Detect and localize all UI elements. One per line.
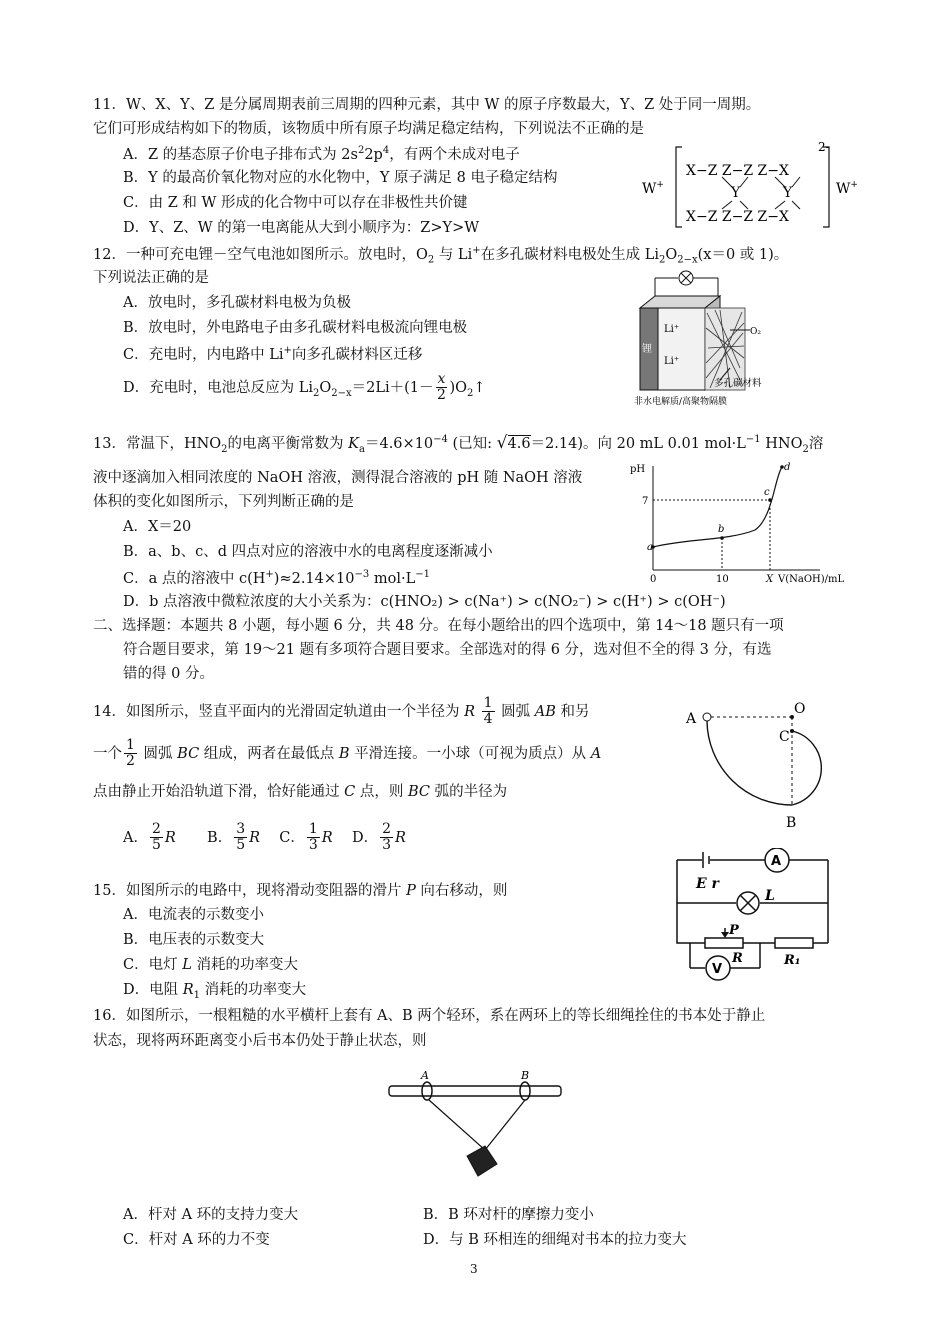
q14-stem-d: 一个 xyxy=(93,745,122,762)
q16-option-a: A．杆对 A 环的支持力变大 xyxy=(123,1207,299,1223)
q12-stem-e: (x＝0 或 1)。 xyxy=(697,246,789,263)
q15-stem-a: 15．如图所示的电路中，现将滑动变阻器的滑片 xyxy=(93,883,407,899)
q15-ammeter-label: A xyxy=(771,854,782,869)
q15-option-c xyxy=(123,957,298,974)
q13-x10: 10 xyxy=(716,574,729,585)
q14-option-a-label: A． xyxy=(123,829,148,846)
q13-stem-g: 溶 xyxy=(808,436,824,452)
q14-fig-c: C xyxy=(779,729,790,745)
section2-line1: 二、选择题：本题共 8 小题，每小题 6 分，共 48 分。在每小题给出的四个选项中，第 14～18 题只有一项 xyxy=(93,618,784,634)
q13-stem-c: ＝4.6×10 xyxy=(364,436,434,452)
q14-bc2: BC xyxy=(407,784,430,800)
q14-stem-e: 圆弧 xyxy=(138,745,178,762)
q13-stem-a: 13．常温下，HNO xyxy=(93,436,222,452)
q14-frac14-num: 1 xyxy=(483,695,493,711)
q13-stem-line1: 13．常温下，$HNO_2$的电离平衡常数为 $K_a=4.6\times 10^{-4}$ (已知: √4.6＝2.14)。向 20 mL 0.01 $mol\cdot L^{-1}$ $HNO_2$溶 xyxy=(93,433,824,455)
q15-slider-label: P xyxy=(729,923,739,938)
q14-option-c-den: 3 xyxy=(308,837,318,854)
q16-stem-line1: 16．如图所示，一根粗糙的水平横杆上套有 A、B 两个轻环，系在两环上的等长细绳拴住的书本处于静止 xyxy=(93,1008,766,1024)
q12-battery-figure xyxy=(630,268,800,408)
q14-stem-c: 和另 xyxy=(555,703,590,720)
q14-option-b-num: 3 xyxy=(236,821,246,837)
q14-stem-line3 xyxy=(93,784,507,801)
q13-stem-d: (已知: xyxy=(447,436,497,452)
q12-stem-line1: 12．一种可充电锂－空气电池如图所示。放电时，$O_2$ 与 Li+在多孔碳材料电极处生成 $Li_2O_{2-x}(x=0$ 或 1)。 xyxy=(93,245,789,266)
q14-option-b-label: B． xyxy=(207,829,233,846)
q12-membrane-label: 非水电解质/高聚物隔膜 xyxy=(634,397,728,407)
q16-option-d: D．与 B 环相连的细绳对书本的拉力变大 xyxy=(423,1232,687,1248)
q14-fig-a: A xyxy=(686,711,697,727)
svg-text:Li⁺: Li⁺ xyxy=(664,356,680,367)
q14-r: R xyxy=(464,703,475,720)
q11-option-a-tail: ，有两个未成对电子 xyxy=(389,146,520,163)
q16-stem-line2: 状态，现将两环距离变小后书本仍处于静止状态，则 xyxy=(93,1033,427,1049)
q14-frac-half xyxy=(124,738,137,770)
q12-option-d: D．充电时，电池总反应为 $Li_2O_{2-x}=2Li+(1-$ $\frac{x}{2}$ )$O_2↑$ xyxy=(123,371,486,404)
q13-point-b: b xyxy=(718,524,725,535)
q13-xX: X xyxy=(766,574,774,585)
page-number: 3 xyxy=(470,1262,478,1276)
q12-stem-c: 在多孔碳材料电极处生成 Li xyxy=(480,246,659,263)
q12-option-d-d: )O xyxy=(449,379,467,396)
q15-p: P xyxy=(406,883,416,899)
q12-carbon-label: 多孔碳材料 xyxy=(714,378,762,389)
q15-option-c-a: C．电灯 xyxy=(123,957,183,973)
q12-option-a: A．放电时，多孔碳材料电极为负极 xyxy=(123,295,351,311)
q15-circuit-figure xyxy=(670,848,840,983)
q11-structure-figure xyxy=(640,135,870,235)
svg-text:W+: W+ xyxy=(642,180,664,197)
q15-option-d: D．电阻 $R_1$ 消耗的功率变大 xyxy=(123,982,307,1001)
svg-text:Y: Y xyxy=(783,185,793,201)
q16-option-b: B．B 环对杆的摩擦力变小 xyxy=(423,1207,594,1223)
q13-stem-b: 的电离平衡常数为 xyxy=(227,436,349,452)
q12-o2-label: O₂ xyxy=(750,327,761,337)
q15-option-d-b: 消耗的功率变大 xyxy=(200,982,307,998)
q15-lamp-label: L xyxy=(765,888,775,904)
q12-option-c: C．充电时，内电路中 Li+向多孔碳材料区迁移 xyxy=(123,345,423,363)
q15-voltmeter-label: V xyxy=(712,962,723,977)
q13-option-c: C．a 点的溶液中 $c(H^+)\approx 2.14\times 10^{-3}$ $mol\cdot L^{-1}$ xyxy=(123,569,430,587)
q13-ph-chart xyxy=(620,458,860,588)
svg-text:Y: Y xyxy=(731,185,741,201)
q14-option-d-label: D． xyxy=(351,829,379,846)
q13-option-c-c: mol·L xyxy=(369,570,416,587)
q15-stem-b: 向右移动，则 xyxy=(415,883,508,899)
q14-frac14-den: 4 xyxy=(483,711,493,728)
q11-stem-line2: 它们可形成结构如下的物质，该物质中所有原子均满足稳定结构，下列说法不正确的是 xyxy=(93,121,644,137)
q16-rings-figure xyxy=(385,1068,565,1188)
q12-option-c-a: C．充电时，内电路中 Li xyxy=(123,346,284,363)
q11-option-a-text: A．Z 的基态原子价电子排布式为 2s xyxy=(123,146,358,163)
q14-frac12-den: 2 xyxy=(126,753,135,770)
q13-option-a: A．X＝20 xyxy=(123,519,192,535)
q14-bc: BC xyxy=(177,745,200,762)
q15-option-a: A．电流表的示数变小 xyxy=(123,907,264,923)
q12-lithium-label: 锂 xyxy=(642,344,652,355)
q15-option-c-b: 消耗的功率变大 xyxy=(191,957,298,973)
q14-option-a-den: 5 xyxy=(151,837,161,854)
q13-stem-f: HNO xyxy=(760,436,803,452)
svg-text:W+: W+ xyxy=(836,180,858,197)
q11-option-a-p: 2p xyxy=(364,146,383,163)
q13-xlabel: V(NaOH)/mL xyxy=(778,574,845,585)
q13-option-d: D．b 点溶液中微粒浓度的大小关系为：c(HNO₂) > c(Na⁺) > c(NO₂⁻) > c(H⁺) > c(OH⁻) xyxy=(123,594,726,610)
q14-c: C xyxy=(344,784,356,800)
q12-fraction: $\frac{x}{2}$ xyxy=(437,371,446,404)
q14-track-figure xyxy=(680,695,850,835)
q11-stem-line1: 11．W、X、Y、Z 是分属周期表前三周期的四种元素，其中 W 的原子序数最大，Y、Z 处于同一周期。 xyxy=(93,97,761,113)
q11-option-b: B．Y 的最高价氧化物对应的水化物中，Y 原子满足 8 电子稳定结构 xyxy=(123,170,558,186)
q13-point-a: a xyxy=(647,542,653,553)
q12-option-d-a: D．充电时，电池总反应为 Li xyxy=(123,379,313,396)
q14-stem-j: 弧的半径为 xyxy=(429,784,508,800)
q11-option-c: C．由 Z 和 W 形成的化合物中可以存在非极性共价键 xyxy=(123,195,468,211)
q11-charge: 2- xyxy=(818,140,830,154)
q14-ab: AB xyxy=(534,703,556,720)
q13-sqrt: 4.6 xyxy=(507,436,531,452)
q14-stem-b: 圆弧 xyxy=(496,703,535,720)
q14-stem-a: 14．如图所示，竖直平面内的光滑固定轨道由一个半径为 xyxy=(93,703,465,720)
q12-option-d-b: O xyxy=(319,379,332,396)
q14-b: B xyxy=(338,745,350,762)
q14-option-c-num: 1 xyxy=(308,821,318,837)
q14-stem-g: 平滑连接。一小球（可视为质点）从 xyxy=(349,745,591,762)
q12-option-b: B．放电时，外电路电子由多孔碳材料电极流向锂电极 xyxy=(123,320,468,336)
q15-option-d-a: D．电阻 xyxy=(123,982,183,998)
q12-option-d-e: ↑ xyxy=(473,379,486,396)
q14-option-d-num: 2 xyxy=(382,821,391,837)
q14-options: A． $\frac{2}{5}$ R B． $\frac{3}{5}$ R C． $\frac{1}{3}$ R D． $\frac{2}{3}$ R xyxy=(123,821,406,854)
q13-stem-e: ＝2.14)。向 20 mL 0.01 mol·L xyxy=(530,436,746,452)
q13-option-c-a: C．a 点的溶液中 c(H xyxy=(123,570,266,587)
q12-option-d-c: ＝2Li＋(1－ xyxy=(351,379,434,396)
q14-option-a-num: 2 xyxy=(151,821,161,837)
q14-stem-f: 组成，两者在最低点 xyxy=(199,745,339,762)
q16-ring-b: B xyxy=(521,1069,530,1082)
q15-r1-label: R₁ xyxy=(784,953,801,968)
q14-fig-o: O xyxy=(794,701,806,717)
q13-point-c: c xyxy=(764,487,770,498)
q14-stem-line1 xyxy=(93,696,589,728)
q12-stem-a: 12．一种可充电锂－空气电池如图所示。放电时，O xyxy=(93,246,428,263)
q14-fig-b: B xyxy=(786,815,797,831)
q13-option-c-b: )≈2.14×10 xyxy=(273,570,355,587)
q12-stem-d: O xyxy=(665,246,678,263)
q12-option-c-b: 向多孔碳材料区迁移 xyxy=(291,346,423,363)
q14-frac12-num: 1 xyxy=(126,737,135,753)
q15-option-b: B．电压表的示数变大 xyxy=(123,932,265,948)
q14-frac-quarter xyxy=(482,696,495,728)
svg-text:X−Z Z−Z Z−X: X−Z Z−Z Z−X xyxy=(686,163,789,179)
q14-option-c-label: C． xyxy=(279,829,305,846)
q16-option-c: C．杆对 A 环的力不变 xyxy=(123,1232,270,1248)
q14-option-b-den: 5 xyxy=(236,837,246,854)
q13-option-b: B．a、b、c、d 四点对应的溶液中水的电离程度逐渐减小 xyxy=(123,544,493,560)
section2-line3: 错的得 0 分。 xyxy=(123,666,214,682)
q12-li-label: Li⁺ xyxy=(664,324,680,335)
q12-stem-line2: 下列说法正确的是 xyxy=(93,270,209,286)
q13-stem-line2: 液中逐滴加入相同浓度的 NaOH 溶液，测得混合溶液的 pH 随 NaOH 溶液 xyxy=(93,470,583,486)
q12-stem-b: 与 Li xyxy=(438,246,473,263)
q15-source-label: E r xyxy=(696,876,719,892)
q11-option-a: A．Z 的基态原子价电子排布式为 $2s^22p^4$，有两个未成对电子 xyxy=(123,145,520,163)
q14-stem-i: 点，则 xyxy=(355,784,408,800)
q14-stem-h: 点由静止开始沿轨道下滑，恰好能通过 xyxy=(93,784,345,800)
q13-point-d: d xyxy=(784,462,791,473)
q13-ylabel: pH xyxy=(630,464,646,475)
q16-ring-a: A xyxy=(421,1069,429,1082)
q15-r-label: R xyxy=(732,951,743,966)
svg-text:X−Z Z−Z Z−X: X−Z Z−Z Z−X xyxy=(686,209,789,225)
q13-x0: 0 xyxy=(650,574,657,585)
q15-l: L xyxy=(182,957,192,973)
q14-option-d-den: 3 xyxy=(382,837,391,854)
q11-option-d: D．Y、Z、W 的第一电离能从大到小顺序为：Z>Y>W xyxy=(123,220,480,236)
q13-stem-line3: 体积的变化如图所示，下列判断正确的是 xyxy=(93,494,354,510)
section2-line2: 符合题目要求，第 19～21 题有多项符合题目要求。全部选对的得 6 分，选对但不全的得 3 分，有选 xyxy=(123,642,772,658)
q15-stem xyxy=(93,883,507,900)
q13-y7: 7 xyxy=(642,496,649,507)
q14-stem-line2 xyxy=(93,738,601,770)
q14-a: A xyxy=(590,745,602,762)
